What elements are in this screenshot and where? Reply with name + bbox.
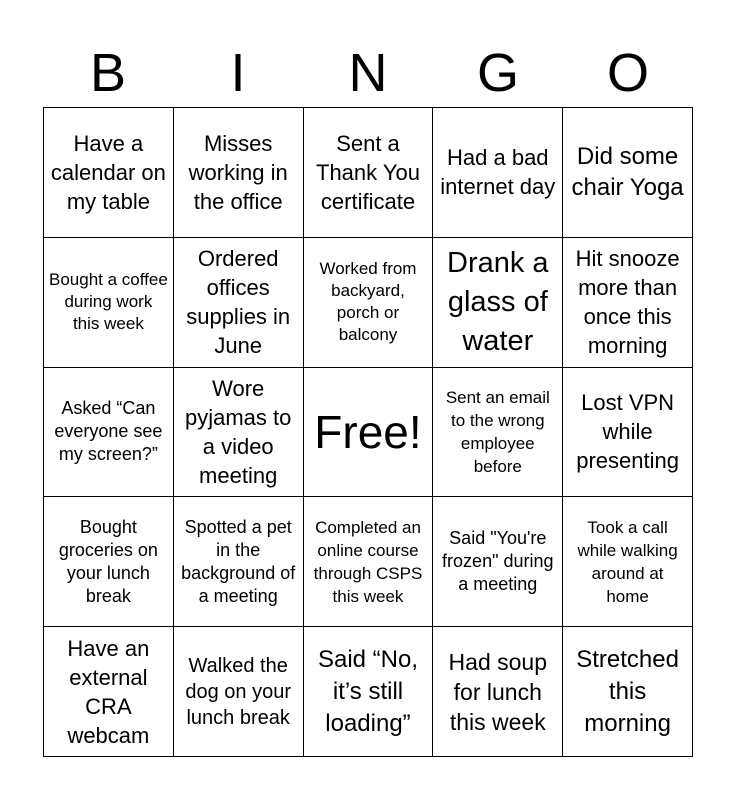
cell-text: Bought a coffee during work this week <box>49 270 168 334</box>
cell-text: Ordered offices supplies in June <box>186 246 291 359</box>
bingo-cell[interactable] <box>44 238 174 368</box>
bingo-cell[interactable] <box>433 238 563 368</box>
cell-text: Have an external CRA webcam <box>67 635 150 748</box>
cell-text: Spotted a pet in the background of a meeting <box>181 516 296 606</box>
bingo-cell[interactable] <box>44 497 174 627</box>
cell-text: Had soup for lunch this week <box>448 648 548 735</box>
bingo-cell[interactable] <box>174 238 304 368</box>
bingo-cell[interactable] <box>174 497 304 627</box>
bingo-cell[interactable] <box>44 627 174 757</box>
bingo-cell[interactable] <box>304 238 434 368</box>
bingo-cell[interactable] <box>304 627 434 757</box>
cell-text: Walked the dog on your lunch break <box>185 654 292 729</box>
cell-text: Asked “Can everyone see my screen?” <box>54 398 163 465</box>
bingo-cell[interactable] <box>433 108 563 238</box>
bingo-cell[interactable] <box>174 368 304 498</box>
bingo-cell[interactable] <box>433 368 563 498</box>
bingo-cell[interactable] <box>304 497 434 627</box>
bingo-cell[interactable] <box>563 497 693 627</box>
cell-text: Had a bad internet day <box>440 145 556 200</box>
cell-text: Did some chair Yoga <box>571 143 684 202</box>
cell-text: Hit snooze more than once this morning <box>575 246 680 359</box>
header-letter-o: O <box>606 43 649 103</box>
cell-text: Said "You're frozen" during a meeting <box>442 528 554 595</box>
cell-text: Have a calendar on my table <box>50 130 166 214</box>
cell-text: Wore pyjamas to a video meeting <box>185 375 292 488</box>
bingo-cell[interactable] <box>304 108 434 238</box>
bingo-cell[interactable] <box>433 497 563 627</box>
cell-text: Sent an email to the wrong employee before <box>445 387 550 476</box>
bingo-cell[interactable] <box>174 627 304 757</box>
cell-text: Free! <box>314 405 422 458</box>
cell-text: Bought groceries on your lunch break <box>58 516 158 606</box>
bingo-cell[interactable] <box>44 368 174 498</box>
bingo-cell[interactable] <box>44 108 174 238</box>
cell-text: Drank a glass of water <box>447 246 549 357</box>
cell-text: Misses working in the office <box>188 130 288 214</box>
bingo-cell[interactable] <box>563 368 693 498</box>
header-letter-n: N <box>348 43 388 103</box>
cell-text: Sent a Thank You certificate <box>316 130 420 214</box>
header-letter-i: I <box>230 43 246 103</box>
cell-text: Said “No, it’s still loading” <box>317 645 419 737</box>
cell-text: Completed an online course through CSPS this week <box>313 517 423 606</box>
bingo-header <box>43 40 693 106</box>
cell-text: Worked from backyard, porch or balcony <box>319 259 417 345</box>
bingo-grid <box>43 107 693 757</box>
free-space[interactable] <box>304 368 434 498</box>
header-letter-b: B <box>89 43 127 103</box>
bingo-cell[interactable] <box>563 627 693 757</box>
cell-text: Stretched this morning <box>576 645 679 737</box>
cell-text: Lost VPN while presenting <box>576 390 679 474</box>
header-letter-g: G <box>476 43 519 103</box>
cell-text: Took a call while walking around at home <box>577 517 678 606</box>
bingo-cell[interactable] <box>433 627 563 757</box>
bingo-cell[interactable] <box>174 108 304 238</box>
bingo-cell[interactable] <box>563 238 693 368</box>
bingo-cell[interactable] <box>563 108 693 238</box>
